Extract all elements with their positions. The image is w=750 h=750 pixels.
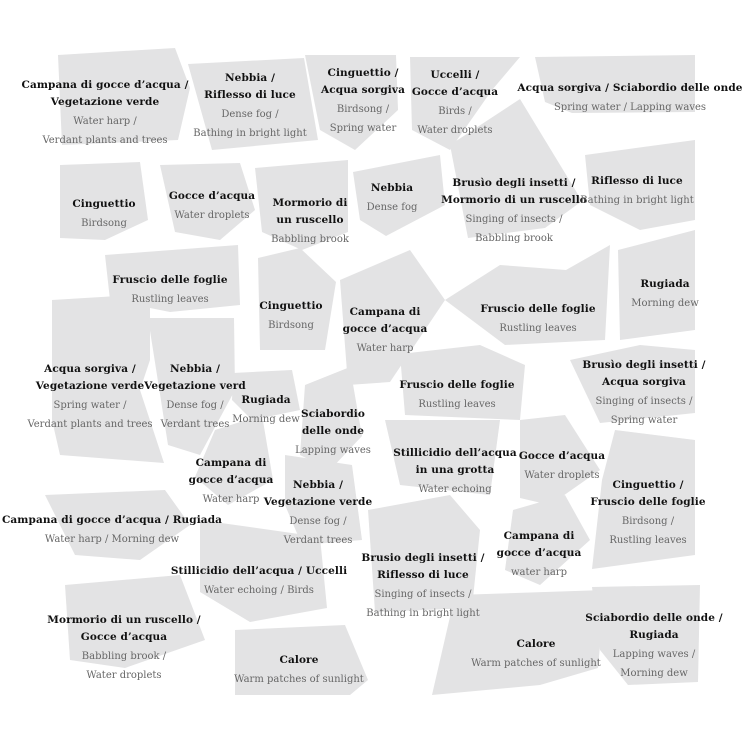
- italian-label: Gocce d’acqua: [80, 631, 168, 643]
- english-label: Dense fog /: [166, 400, 224, 411]
- english-label: Singing of insects /: [374, 589, 472, 600]
- italian-label: gocce d’acqua: [496, 547, 582, 559]
- italian-label: gocce d’acqua: [188, 474, 274, 486]
- english-label: Water droplets: [86, 670, 162, 681]
- sound-cell-4: [412, 67, 498, 139]
- italian-label: Acqua sorgiva: [602, 376, 686, 388]
- italian-label: Riflesso di luce: [591, 175, 683, 187]
- italian-label: Cinguettio /: [612, 479, 684, 491]
- sound-cell-27: [264, 477, 373, 549]
- english-label: Lapping waves: [295, 445, 371, 456]
- english-label: water harp: [510, 567, 567, 578]
- english-label: Bathing in bright light: [366, 608, 480, 619]
- english-label: Babbling brook /: [81, 651, 167, 662]
- italian-label: Campana di gocce d’acqua / Rugiada: [1, 514, 223, 526]
- italian-label: Brusìo degli insetti /: [452, 177, 576, 189]
- english-label: Birdsong /: [336, 104, 390, 115]
- english-label: Rustling leaves: [418, 399, 496, 410]
- sound-cell-23: [393, 445, 517, 498]
- sound-cell-34: [234, 652, 364, 688]
- sound-cell-14: [259, 298, 322, 334]
- english-label: Babbling brook: [271, 234, 349, 245]
- sound-cell-5: [517, 80, 742, 116]
- italian-label: Vegetazione verde: [35, 380, 145, 392]
- sound-cell-22: [399, 377, 514, 413]
- english-label: Singing of insects /: [595, 396, 693, 407]
- english-label: Verdant plants and trees: [27, 419, 153, 430]
- italian-label: Vegetazione verde: [50, 96, 160, 108]
- italian-label: Gocce d’acqua: [518, 450, 606, 462]
- italian-label: gocce d’acqua: [342, 323, 428, 335]
- english-label: Water harp / Morning dew: [44, 534, 180, 545]
- english-label: Bathing in bright light: [580, 195, 694, 206]
- italian-label: Mormorio di un ruscello: [441, 194, 587, 206]
- english-label: Dense fog: [366, 202, 418, 213]
- english-label: Rustling leaves: [131, 294, 209, 305]
- english-label: Birdsong: [81, 218, 127, 229]
- english-label: Rustling leaves: [499, 323, 577, 334]
- english-label: Bathing in bright light: [193, 128, 307, 139]
- english-label: Morning dew: [631, 298, 699, 309]
- italian-label: Brusio degli insetti /: [361, 552, 485, 564]
- italian-label: Stillicidio dell’acqua: [393, 447, 517, 459]
- sound-cell-35: [471, 636, 601, 672]
- english-label: Water echoing: [418, 484, 492, 495]
- italian-label: Campana di: [503, 530, 575, 542]
- italian-label: Campana di: [349, 306, 421, 318]
- english-label: Birdsong: [268, 320, 314, 331]
- sound-cell-17: [27, 361, 152, 433]
- italian-label: Nebbia /: [224, 72, 276, 84]
- italian-label: Campana di gocce d’acqua /: [21, 79, 189, 91]
- sound-cell-13: [631, 276, 699, 312]
- english-label: Water droplets: [524, 470, 600, 481]
- sound-cell-8: [271, 195, 349, 248]
- italian-label: Acqua sorgiva /: [44, 363, 136, 375]
- italian-label: Fruscio delle foglie: [399, 379, 515, 391]
- italian-label: delle onde: [301, 425, 364, 437]
- sound-cell-1: [21, 77, 188, 149]
- italian-label: Vegetazione verd: [144, 380, 246, 392]
- italian-label: Rugiada: [629, 629, 679, 641]
- sound-cell-26: [590, 477, 705, 549]
- english-label: Rustling leaves: [609, 535, 687, 546]
- italian-label: Fruscio delle foglie: [480, 303, 596, 315]
- english-label: Singing of insects /: [465, 214, 563, 225]
- english-label: Water droplets: [417, 125, 493, 136]
- italian-label: Nebbia /: [292, 479, 344, 491]
- italian-label: Campana di: [195, 457, 267, 469]
- sound-cell-15: [343, 304, 428, 357]
- italian-label: un ruscello: [276, 214, 344, 226]
- italian-label: Rugiada: [640, 278, 690, 290]
- sound-cell-31: [171, 563, 347, 599]
- italian-label: Calore: [279, 654, 319, 666]
- sound-cell-10: [441, 175, 587, 247]
- italian-label: Mormorio di: [272, 197, 348, 209]
- italian-label: in una grotta: [415, 464, 495, 476]
- english-label: Warm patches of sunlight: [471, 658, 601, 669]
- italian-label: Cinguettio: [259, 300, 323, 312]
- italian-label: Sciabordio: [301, 408, 365, 420]
- italian-label: Riflesso di luce: [377, 569, 469, 581]
- italian-label: Cinguettio: [72, 198, 136, 210]
- italian-label: Mormorio di un ruscello /: [47, 614, 201, 626]
- english-label: Spring water: [329, 123, 397, 134]
- english-label: Water harp /: [73, 116, 137, 127]
- english-label: Verdant plants and trees: [42, 135, 168, 146]
- english-label: Water harp: [356, 343, 414, 354]
- sound-cell-18: [144, 361, 246, 433]
- italian-label: Fruscio delle foglie: [112, 274, 228, 286]
- sound-cell-2: [193, 70, 306, 142]
- sound-cell-21: [295, 406, 371, 459]
- english-label: Verdant trees: [160, 419, 230, 430]
- italian-label: Fruscio delle foglie: [590, 496, 706, 508]
- sound-cell-19: [582, 357, 705, 429]
- sound-cell-3: [321, 65, 405, 137]
- italian-label: Nebbia: [370, 182, 414, 194]
- italian-label: Cinguettio /: [327, 67, 399, 79]
- italian-label: Acqua sorgiva / Sciabordio delle onde: [517, 82, 743, 94]
- english-label: Babbling brook: [475, 233, 553, 244]
- sound-cell-11: [580, 173, 693, 209]
- italian-label: Brusìo degli insetti /: [582, 359, 706, 371]
- italian-label: Gocce d’acqua: [411, 86, 499, 98]
- italian-label: Calore: [516, 638, 556, 650]
- italian-label: Nebbia /: [169, 363, 221, 375]
- italian-label: Vegetazione verde: [263, 496, 373, 508]
- italian-label: Stillicidio dell’acqua / Uccelli: [170, 565, 348, 577]
- english-label: Lapping waves /: [612, 649, 696, 660]
- sound-cell-20: [232, 392, 300, 428]
- sound-cell-32: [47, 612, 200, 684]
- english-label: Morning dew: [232, 414, 300, 425]
- english-label: Verdant trees: [283, 535, 353, 546]
- english-label: Water echoing / Birds: [204, 585, 314, 596]
- italian-label: Acqua sorgiva: [321, 84, 405, 96]
- english-label: Spring water: [610, 415, 678, 426]
- italian-label: Riflesso di luce: [204, 89, 296, 101]
- sound-cell-30: [361, 550, 484, 622]
- english-label: Warm patches of sunlight: [234, 674, 364, 685]
- english-label: Spring water /: [53, 400, 127, 411]
- english-label: Birds /: [438, 106, 472, 117]
- sound-cell-29: [497, 528, 582, 581]
- sound-cell-16: [480, 301, 595, 337]
- sound-cell-25: [189, 455, 274, 508]
- english-label: Morning dew: [620, 668, 688, 679]
- sound-cell-6: [72, 196, 135, 232]
- english-label: Dense fog /: [289, 516, 347, 527]
- english-label: Water harp: [202, 494, 260, 505]
- english-label: Water droplets: [174, 210, 250, 221]
- english-label: Birdsong /: [621, 516, 675, 527]
- sound-cell-33: [585, 610, 722, 682]
- english-label: Dense fog /: [221, 109, 279, 120]
- italian-label: Rugiada: [241, 394, 291, 406]
- sound-cell-12: [112, 272, 227, 308]
- sound-cell-7: [169, 188, 255, 224]
- italian-label: Sciabordio delle onde /: [585, 612, 723, 624]
- english-label: Spring water / Lapping waves: [553, 102, 707, 113]
- sound-cell-9: [367, 180, 418, 216]
- italian-label: Gocce d’acqua: [168, 190, 256, 202]
- sound-cell-28: [2, 512, 222, 548]
- italian-label: Uccelli /: [430, 69, 480, 81]
